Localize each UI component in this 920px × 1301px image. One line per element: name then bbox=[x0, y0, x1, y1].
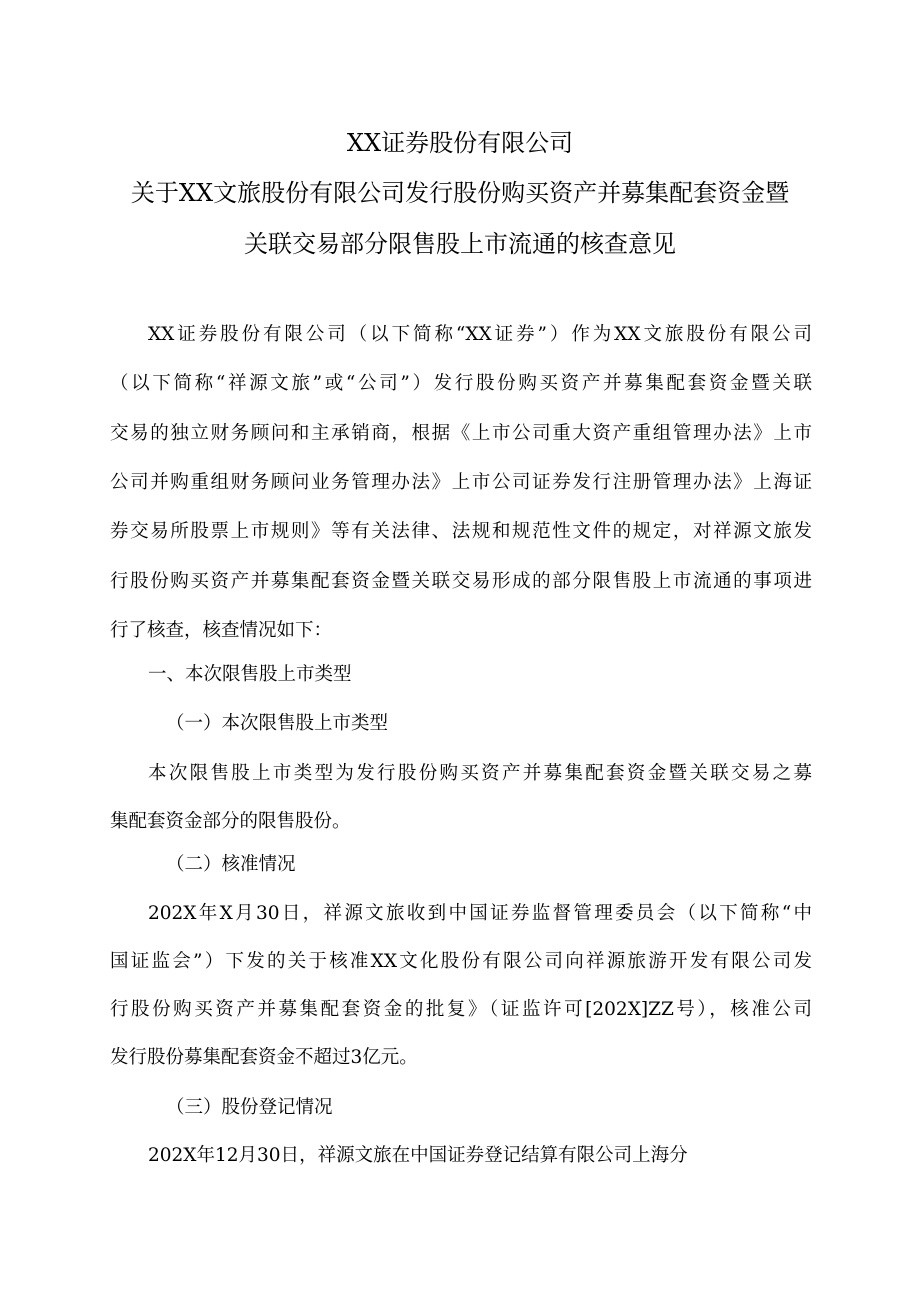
sub1-line-2: 集配套资金部分的限售股份。 bbox=[110, 811, 351, 832]
section-heading-1: 一、本次限售股上市类型 bbox=[148, 664, 352, 685]
intro-line-3: 交易的独立财务顾问和主承销商，根据《上市公司重大资产重组管理办法》上市 bbox=[110, 423, 812, 444]
sub3-line-1: 202X年12月30日，祥源文旅在中国证券登记结算有限公司上海分 bbox=[148, 1145, 688, 1166]
subsection-heading-2: （二）核准情况 bbox=[166, 854, 296, 875]
subsection-heading-3: （三）股份登记情况 bbox=[166, 1097, 333, 1118]
sub1-line-1: 本次限售股上市类型为发行股份购买资产并募集配套资金暨关联交易之募 bbox=[148, 763, 812, 784]
sub2-line-1: 202X年X月30日，祥源文旅收到中国证券监督管理委员会（以下简称“中 bbox=[148, 903, 812, 924]
title-line-1: XX证券股份有限公司 bbox=[346, 129, 574, 157]
intro-line-4: 公司并购重组财务顾问业务管理办法》上市公司证券发行注册管理办法》上海证 bbox=[110, 472, 812, 493]
title-line-2: 关于XX文旅股份有限公司发行股份购买资产并募集配套资金暨 bbox=[130, 179, 790, 207]
intro-line-5: 券交易所股票上市规则》等有关法律、法规和规范性文件的规定，对祥源文旅发 bbox=[110, 521, 812, 542]
subsection-heading-1: （一）本次限售股上市类型 bbox=[166, 713, 389, 734]
intro-line-7: 行了核查，核查情况如下： bbox=[110, 620, 333, 641]
sub2-line-4: 发行股份募集配套资金不超过3亿元。 bbox=[110, 1047, 418, 1068]
intro-line-6: 行股份购买资产并募集配套资金暨关联交易形成的部分限售股上市流通的事项进 bbox=[110, 571, 812, 592]
intro-line-1: XX证券股份有限公司（以下简称“XX证券”）作为XX文旅股份有限公司 bbox=[148, 324, 812, 345]
intro-line-2: （以下简称“祥源文旅”或“公司”）发行股份购买资产并募集配套资金暨关联 bbox=[110, 373, 812, 394]
title-line-3: 关联交易部分限售股上市流通的核查意见 bbox=[244, 230, 676, 258]
sub2-line-3: 行股份购买资产并募集配套资金的批复》（证监许可[202X]ZZ号），核准公司 bbox=[110, 999, 812, 1020]
sub2-line-2: 国证监会”）下发的关于核准XX文化股份有限公司向祥源旅游开发有限公司发 bbox=[110, 951, 812, 972]
